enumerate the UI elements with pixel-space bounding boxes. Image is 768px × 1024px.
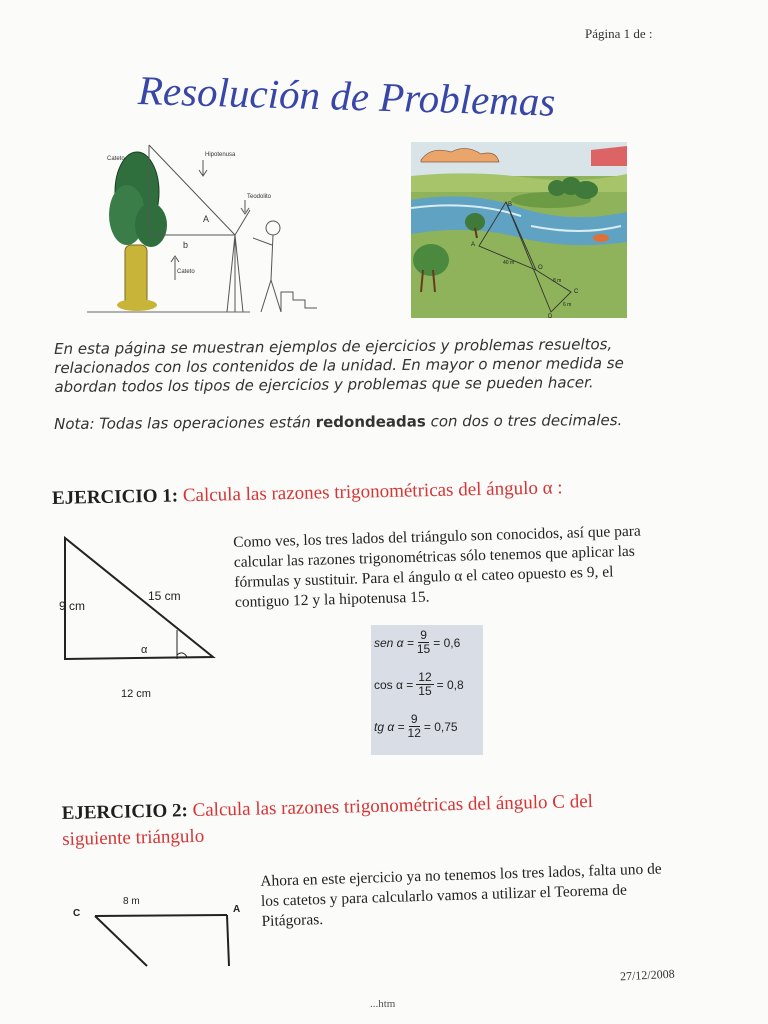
label-angle-a: A: [203, 214, 210, 224]
triangle-2-vertex-a: A: [233, 904, 241, 915]
point-a: A: [471, 242, 476, 248]
exercise-2-title-line2: siguiente triángulo: [62, 825, 205, 850]
formula-sin-fn: sen α =: [374, 635, 414, 650]
exercise-1-heading: [52, 477, 563, 510]
label-side-b: b: [183, 240, 189, 250]
exercise-2-title-line1: Calcula las razones trigonométricas del ángulo C del: [192, 790, 594, 822]
exercise-2-explanation: Ahora en este ejercicio ya no tenemos los tres lados, falta uno de los catetos y para calcularlo vamos a utilizar el Teorema de Pitágoras.: [260, 860, 662, 930]
page-number: Página 1 de :: [585, 26, 653, 41]
triangle-1-angle: α: [141, 644, 148, 656]
point-d: D: [548, 314, 553, 318]
note-text-before: Nota: Todas las operaciones están: [54, 413, 316, 433]
point-c: C: [574, 289, 579, 295]
formula-sin-num: 9: [420, 628, 427, 642]
triangle-2-vertex-c: C: [73, 908, 81, 919]
formula-tan-fn: tg α =: [374, 719, 405, 734]
formula-sin: [374, 629, 460, 656]
label-cateto-top: Cateto: [107, 156, 125, 162]
triangle-1-hypotenuse: 15 cm: [148, 589, 181, 603]
formula-cos-den: 15: [418, 684, 432, 698]
dist-oc: 8 m: [553, 278, 562, 284]
label-cateto-bottom: Cateto: [177, 269, 195, 275]
formula-sin-result: = 0,6: [433, 635, 461, 650]
formula-tan-num: 9: [410, 712, 418, 726]
exercise-1-explanation: Como ves, los tres lados del triángulo son conocidos, así que para calcular las razones trigonométricas sólo tenemos que aplicar las fórmulas y sustituir. Para el ángulo α el cateo opuesto es 9, el contiguo 12 y la hipotenusa 15.: [233, 522, 642, 611]
exercise-1-triangle: [55, 530, 230, 705]
note-paragraph: [54, 411, 694, 434]
point-b: B: [508, 202, 513, 208]
dist-cd: 6 m: [563, 302, 572, 308]
formula-cos-result: = 0,8: [436, 677, 464, 692]
footer-url: ...htm: [370, 998, 396, 1010]
triangle-1-bottom-side: 12 cm: [121, 688, 151, 700]
river-landscape-illustration: [411, 142, 627, 318]
formula-tan-result: = 0,75: [423, 719, 458, 734]
formula-cos: [374, 671, 464, 698]
label-hipotenusa: Hipotenusa: [205, 152, 236, 158]
exercise-1-label: EJERCICIO 1:: [51, 485, 179, 509]
point-o: O: [538, 265, 543, 271]
exercise-2-triangle: [65, 890, 255, 980]
print-date: 27/12/2008: [619, 966, 675, 984]
triangle-2-top-side: 8 m: [123, 896, 140, 907]
intro-paragraph: En esta página se muestran ejemplos de ejercicios y problemas resueltos, relacionados con los contenidos de la unidad. En mayor o menor medida se abordan todos los tipos de ejercicios y problemas que se pueden hacer.: [54, 335, 624, 396]
formula-sin-den: 15: [416, 642, 431, 656]
formula-tan-den: 12: [407, 726, 421, 740]
tree-theodolite-illustration: [85, 140, 335, 315]
formula-box: [371, 625, 483, 755]
triangle-1-left-side: 9 cm: [59, 599, 86, 613]
page-title: Resolución de Problemas: [137, 67, 556, 125]
formula-tan: [374, 713, 458, 740]
note-bold-word: redondeadas: [315, 412, 426, 432]
dist-ao: 40 m: [503, 260, 515, 266]
formula-cos-num: 12: [418, 670, 432, 684]
formula-cos-fn: cos α =: [374, 677, 414, 692]
exercise-2-heading: [61, 788, 702, 851]
exercise-2-label: EJERCICIO 2:: [61, 800, 189, 825]
exercise-1-title: Calcula las razones trigonométricas del ángulo α :: [182, 477, 563, 507]
label-teodolito: Teodolito: [247, 194, 272, 200]
note-text-after: con dos o tres decimales.: [425, 411, 623, 431]
